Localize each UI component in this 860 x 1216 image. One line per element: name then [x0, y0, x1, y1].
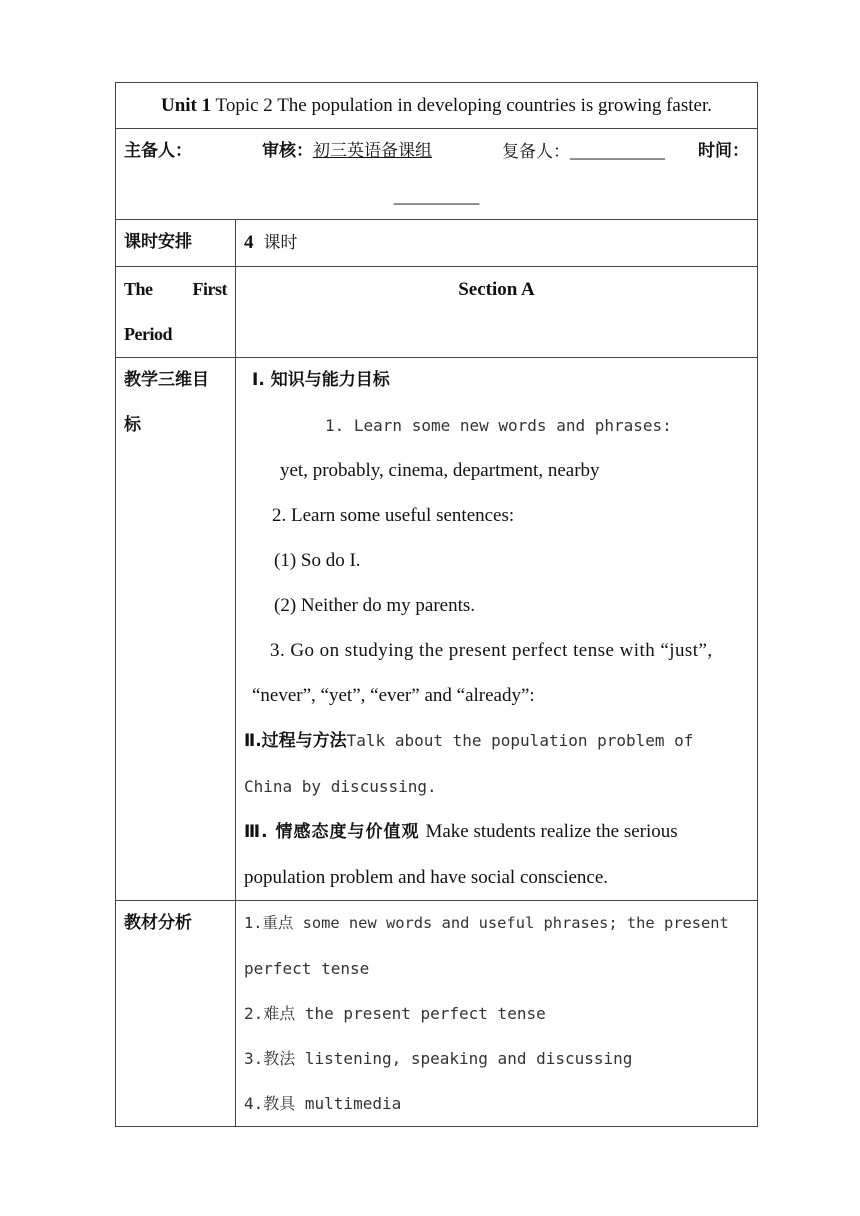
schedule-label: 课时安排 [116, 220, 236, 267]
time-blank: _________ [393, 186, 480, 207]
objective-sentence-1: (1) So do I. [274, 550, 361, 571]
review-value: 初三英语备课组 [313, 141, 432, 161]
objective-heading-knowledge: Ⅰ. 知识与能力目标 [252, 370, 390, 390]
analysis-item-3: 3.教法 listening, speaking and discussing [244, 1049, 633, 1068]
time-label: 时间： [698, 141, 749, 161]
preparer-cell [116, 129, 758, 220]
analysis-content-cell [236, 901, 758, 1127]
objectives-content-cell [236, 358, 758, 901]
lesson-count: 4 [244, 232, 254, 253]
period-row [116, 267, 758, 358]
section-title: Section A [458, 279, 535, 300]
topic-title: Topic 2 The population in developing countries is growing faster. [211, 95, 712, 116]
objectives-label-line2: 标 [124, 415, 141, 435]
period-word-2: First [192, 279, 227, 299]
objective-heading-attitude: Ⅲ. 情感态度与价值观 [244, 822, 420, 842]
period-word-1: The [124, 279, 153, 299]
objectives-label-line1: 教学三维目 [124, 370, 209, 390]
objective-item-2: 2. Learn some useful sentences: [272, 505, 515, 526]
period-word-3: Period [124, 324, 172, 344]
objective-process-text-2: China by discussing. [244, 777, 437, 796]
objectives-row [116, 358, 758, 901]
review-label: 审核： [262, 141, 313, 161]
objective-process-text-1: Talk about the population problem of [346, 731, 694, 750]
objective-words: yet, probably, cinema, department, nearby [280, 460, 600, 481]
lesson-unit: 课时 [263, 233, 298, 253]
period-label-cell [116, 267, 236, 358]
co-preparer-label: 复备人： [502, 142, 570, 162]
objective-item-3-line2: “never”, “yet”, “ever” and “already”: [252, 685, 535, 706]
analysis-label-cell [116, 901, 236, 1127]
objective-sentence-2: (2) Neither do my parents. [274, 595, 476, 616]
schedule-value-cell [236, 220, 758, 267]
analysis-item-2: 2.难点 the present perfect tense [244, 1004, 546, 1023]
objective-attitude-text-1: Make students realize the serious [425, 821, 678, 842]
schedule-row [116, 220, 758, 267]
title-cell [116, 83, 758, 129]
objective-attitude-text-2: population problem and have social conscience. [244, 867, 609, 888]
preparer-row [116, 129, 758, 220]
objectives-label-cell [116, 358, 236, 901]
section-cell [236, 267, 758, 358]
lesson-plan-document [115, 82, 758, 1127]
analysis-item-1-line1: 1.重点 some new words and useful phrases; the present [244, 914, 729, 932]
lesson-plan-table [115, 82, 758, 1127]
analysis-item-1-line2: perfect tense [244, 959, 370, 978]
analysis-item-4: 4.教具 multimedia [244, 1094, 402, 1113]
objective-heading-process: Ⅱ.过程与方法 [244, 731, 347, 751]
objective-item-1: 1. Learn some new words and phrases: [325, 416, 672, 435]
unit-label: Unit 1 [160, 95, 212, 116]
co-preparer-blank: __________ [570, 141, 665, 162]
objective-item-3-line1: 3. Go on studying the present perfect tense with “just”, [270, 640, 713, 661]
analysis-label: 教材分析 [124, 913, 192, 933]
analysis-row [116, 901, 758, 1127]
lead-preparer-label: 主备人： [124, 141, 192, 161]
title-row [116, 83, 758, 129]
